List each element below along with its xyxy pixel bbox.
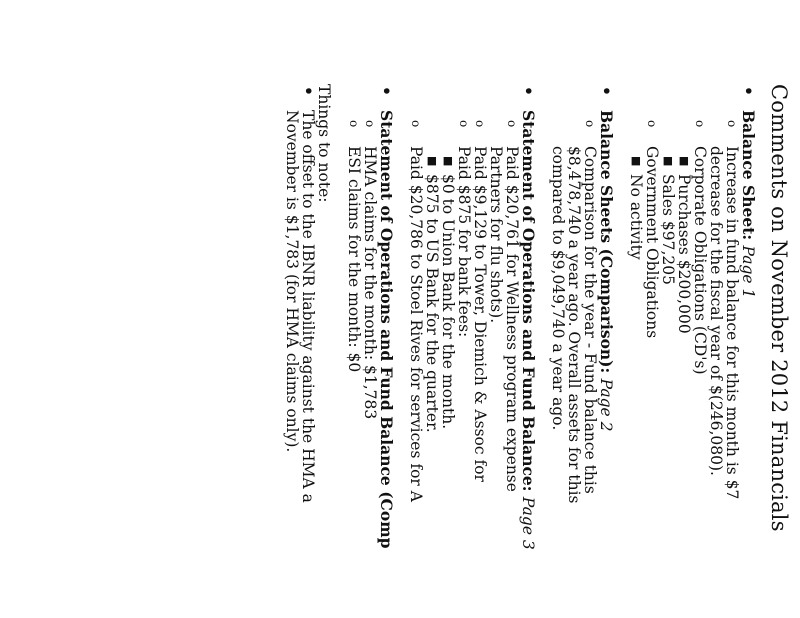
- section-balance-sheet: [628, 84, 756, 618]
- square-bullet-icon: ■: [678, 156, 691, 167]
- item-line: Comparison for the year - Fund balance this: [581, 146, 599, 494]
- bullet-icon: •: [597, 86, 616, 96]
- section-heading: [740, 84, 756, 618]
- list-item: [362, 84, 378, 618]
- item-line: Government Obligations: [643, 146, 661, 339]
- list-item: [472, 84, 488, 618]
- circle-bullet-icon: o: [363, 120, 377, 128]
- item-line: $8,478,740 a year ago. Overall assets for this: [565, 146, 583, 504]
- square-bullet-icon: ■: [630, 156, 643, 167]
- bullet-icon: •: [299, 86, 318, 96]
- list-item: [408, 84, 424, 618]
- item-line: Paid $20,786 to Stoel Rives for services for A: [407, 146, 425, 502]
- sub-item: [628, 84, 644, 618]
- item-line: compared to $9,049,740 a year ago.: [549, 146, 567, 431]
- square-bullet-icon: ■: [442, 156, 455, 167]
- note-line: November is $1,783 (for HMA claims only).: [283, 110, 301, 453]
- section-heading: [520, 84, 536, 618]
- sub-item-text: $0 to Union Bank for the month.: [439, 174, 457, 430]
- list-item: [692, 84, 708, 618]
- document-title: Comments on November 2012 Financials: [767, 84, 791, 532]
- note-line: The offset to the IBNR liability against the HMA a: [299, 110, 317, 503]
- note-item: [284, 84, 316, 618]
- circle-bullet-icon: o: [583, 120, 597, 128]
- list-item: [550, 84, 598, 618]
- item-line: Increase in fund balance for this month is $7: [723, 146, 741, 500]
- sub-item: [440, 84, 456, 618]
- circle-bullet-icon: o: [725, 120, 739, 128]
- item-line: Partners for flu shots).: [487, 146, 505, 324]
- square-bullet-icon: ■: [662, 156, 675, 167]
- circle-bullet-icon: o: [347, 120, 361, 128]
- section-heading: [598, 84, 614, 618]
- list-item: [488, 84, 520, 618]
- circle-bullet-icon: o: [693, 120, 707, 128]
- section-heading-text: Balance Sheets (Comparison):: [597, 110, 616, 374]
- section-statement-of-operations: [408, 84, 536, 618]
- list-item: [644, 84, 660, 618]
- item-line: HMA claims for the month: $1,783: [361, 146, 379, 420]
- bullet-icon: •: [739, 86, 758, 96]
- section-heading-text: Statement of Operations and Fund Balance:: [519, 110, 538, 492]
- circle-bullet-icon: o: [645, 120, 659, 128]
- section-page-ref: Page 3: [519, 496, 537, 550]
- section-statement-comparison: [346, 84, 394, 618]
- item-line: Paid $875 for bank fees:: [455, 146, 473, 338]
- sub-item: [424, 84, 440, 618]
- item-line: Paid $20,761 for Wellness program expense: [503, 146, 521, 492]
- sub-item-text: Purchases $200,000: [675, 174, 693, 334]
- sub-item-text: Sales $97,205: [659, 174, 677, 285]
- section-page-ref: Page 2: [597, 378, 615, 432]
- bullet-icon: •: [519, 86, 538, 96]
- circle-bullet-icon: o: [457, 120, 471, 128]
- item-line: ESI claims for the month: $0: [345, 146, 363, 373]
- item-line: Corporate Obligations (CD's): [691, 146, 709, 375]
- item-line: decrease for the fiscal year of $(246,080).: [707, 146, 725, 476]
- sub-item: [676, 84, 692, 618]
- list-item: [456, 84, 472, 618]
- section-heading: [378, 84, 394, 618]
- sub-item-text: No activity: [627, 174, 645, 260]
- document-body: [284, 84, 790, 618]
- bullet-icon: •: [377, 86, 396, 96]
- circle-bullet-icon: o: [473, 120, 487, 128]
- circle-bullet-icon: o: [505, 120, 519, 128]
- section-balance-sheets-comparison: [550, 84, 614, 618]
- section-page-ref: Page 1: [739, 245, 757, 299]
- list-item: [708, 84, 740, 618]
- square-bullet-icon: ■: [426, 156, 439, 167]
- notes-heading: Things to note:: [315, 84, 333, 203]
- section-heading-text: Balance Sheet:: [739, 110, 758, 241]
- item-line: Paid $9,129 to Tower, Diemich & Assoc for: [471, 146, 489, 482]
- list-item: [346, 84, 362, 618]
- sub-item: [660, 84, 676, 618]
- circle-bullet-icon: o: [409, 120, 423, 128]
- sub-item-text: $875 to US Bank for the quarter.: [423, 174, 441, 433]
- section-heading-text: Statement of Operations and Fund Balance (Comp: [377, 110, 396, 549]
